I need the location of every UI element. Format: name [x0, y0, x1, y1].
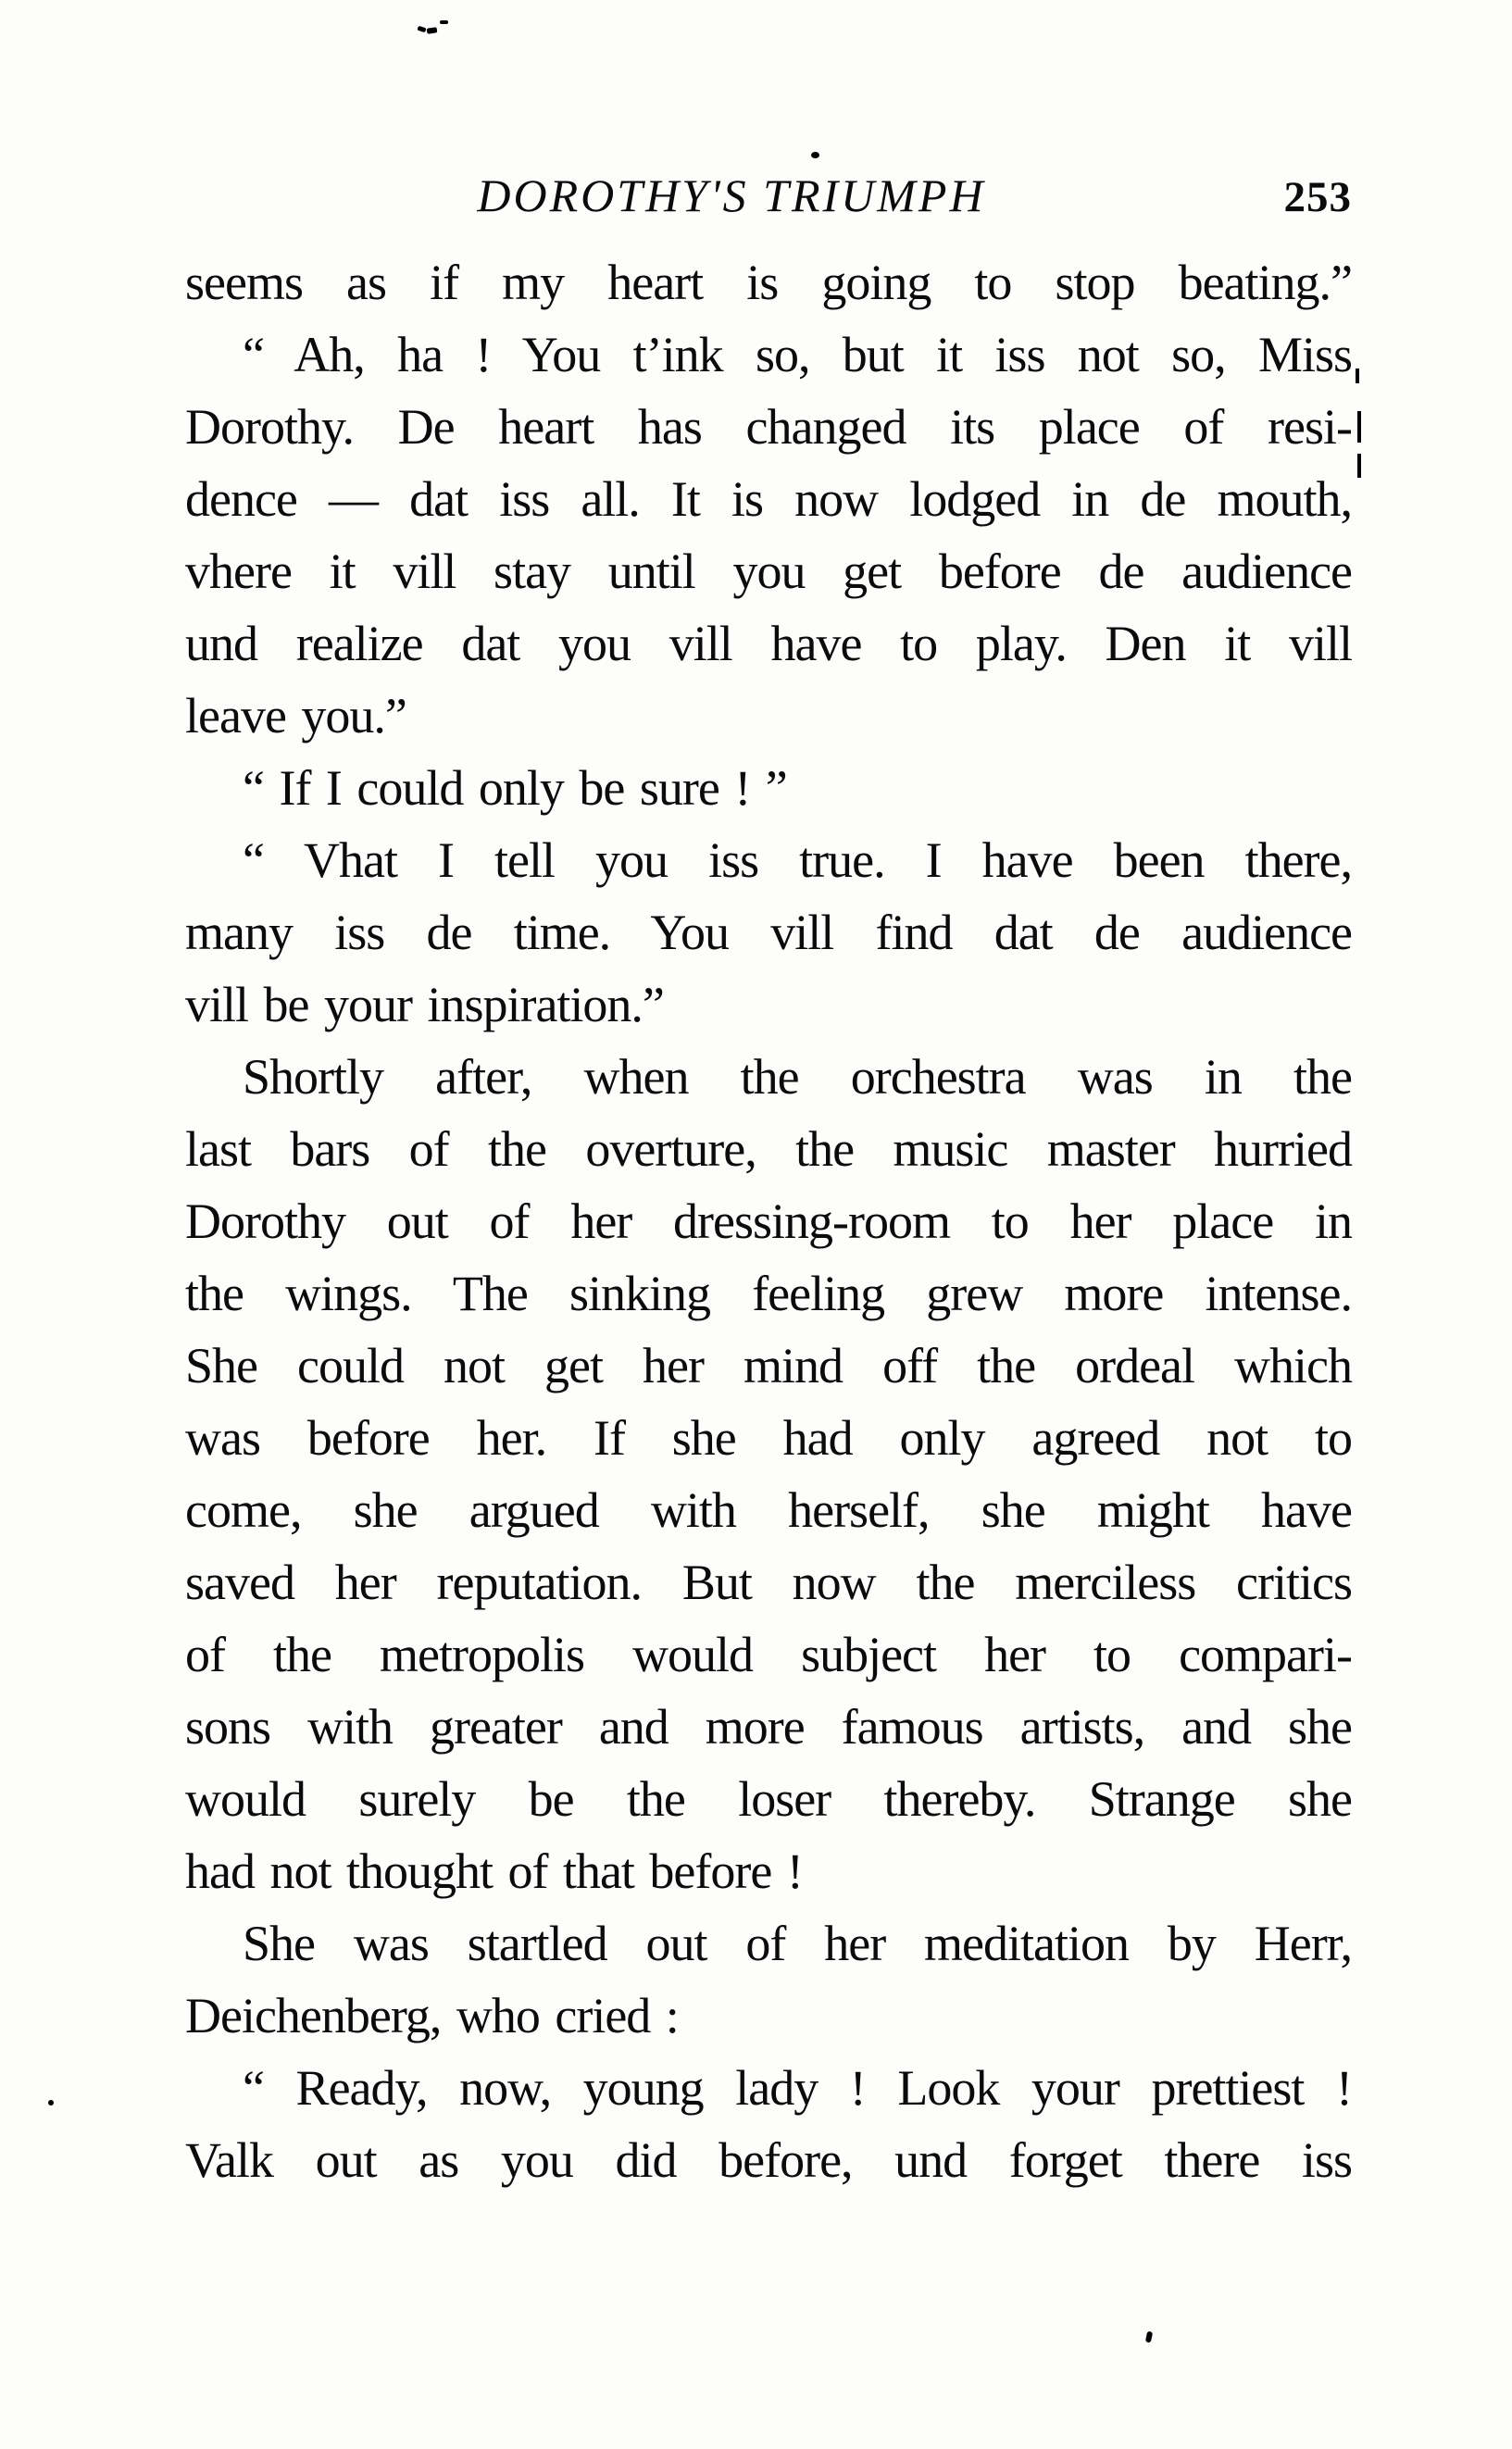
text-line: Deichenberg, who cried :	[185, 1988, 679, 2043]
ink-dot-mark	[811, 152, 819, 158]
ink-squiggle-mark	[417, 26, 426, 33]
text-line: of the metropolis would subject her to compari-	[185, 1627, 1352, 1682]
text-line: “ Vhat I tell you iss true. I have been there,	[243, 832, 1352, 888]
text-line: last bars of the overture, the music master hurried	[185, 1121, 1352, 1177]
text-line: seems as if my heart is going to stop beating.”	[185, 255, 1352, 310]
ink-squiggle-mark	[440, 20, 448, 24]
text-line: saved her reputation. But now the merciless critics	[185, 1555, 1352, 1610]
margin-dash-mark	[1357, 454, 1361, 478]
text-line: und realize dat you vill have to play. Den it vill	[185, 616, 1352, 671]
text-line: was before her. If she had only agreed not to	[185, 1410, 1352, 1466]
ink-dot-mark	[48, 2100, 54, 2105]
margin-dash-mark	[1357, 411, 1361, 443]
text-line: come, she argued with herself, she might have	[185, 1482, 1352, 1538]
text-line: “ If I could only be sure ! ”	[243, 760, 787, 816]
text-line: Shortly after, when the orchestra was in the	[243, 1049, 1352, 1105]
text-line: dence — dat iss all. It is now lodged in de mouth,	[185, 471, 1352, 527]
text-line: Valk out as you did before, und forget there iss	[185, 2132, 1352, 2188]
text-line: Dorothy. De heart has changed its place of resi-	[185, 399, 1352, 455]
text-line: sons with greater and more famous artists, and she	[185, 1699, 1352, 1755]
text-line: had not thought of that before !	[185, 1843, 803, 1899]
text-line: vill be your inspiration.”	[185, 977, 664, 1032]
page-body-text	[185, 246, 1352, 2196]
text-line: “ Ready, now, young lady ! Look your prettiest !	[243, 2060, 1352, 2116]
text-line: Dorothy out of her dressing-room to her place in	[185, 1193, 1352, 1249]
text-line: “ Ah, ha ! You t’ink so, but it iss not so, Miss	[243, 327, 1352, 382]
running-header-title: DOROTHY'S TRIUMPH	[477, 169, 986, 221]
text-line: leave you.”	[185, 688, 406, 743]
text-line: the wings. The sinking feeling grew more intense.	[185, 1266, 1352, 1321]
text-line: She could not get her mind off the ordeal which	[185, 1338, 1352, 1393]
text-line: vhere it vill stay until you get before de audience	[185, 544, 1352, 599]
text-line: She was startled out of her meditation by Herr,	[243, 1916, 1352, 1971]
page-number: 253	[1283, 173, 1352, 221]
text-line: would surely be the loser thereby. Strange she	[185, 1771, 1352, 1827]
margin-dash-mark	[1356, 369, 1359, 383]
ink-squiggle-mark	[427, 27, 438, 33]
text-line: many iss de time. You vill find dat de audience	[185, 905, 1352, 960]
ink-comma-mark	[1145, 2331, 1153, 2343]
